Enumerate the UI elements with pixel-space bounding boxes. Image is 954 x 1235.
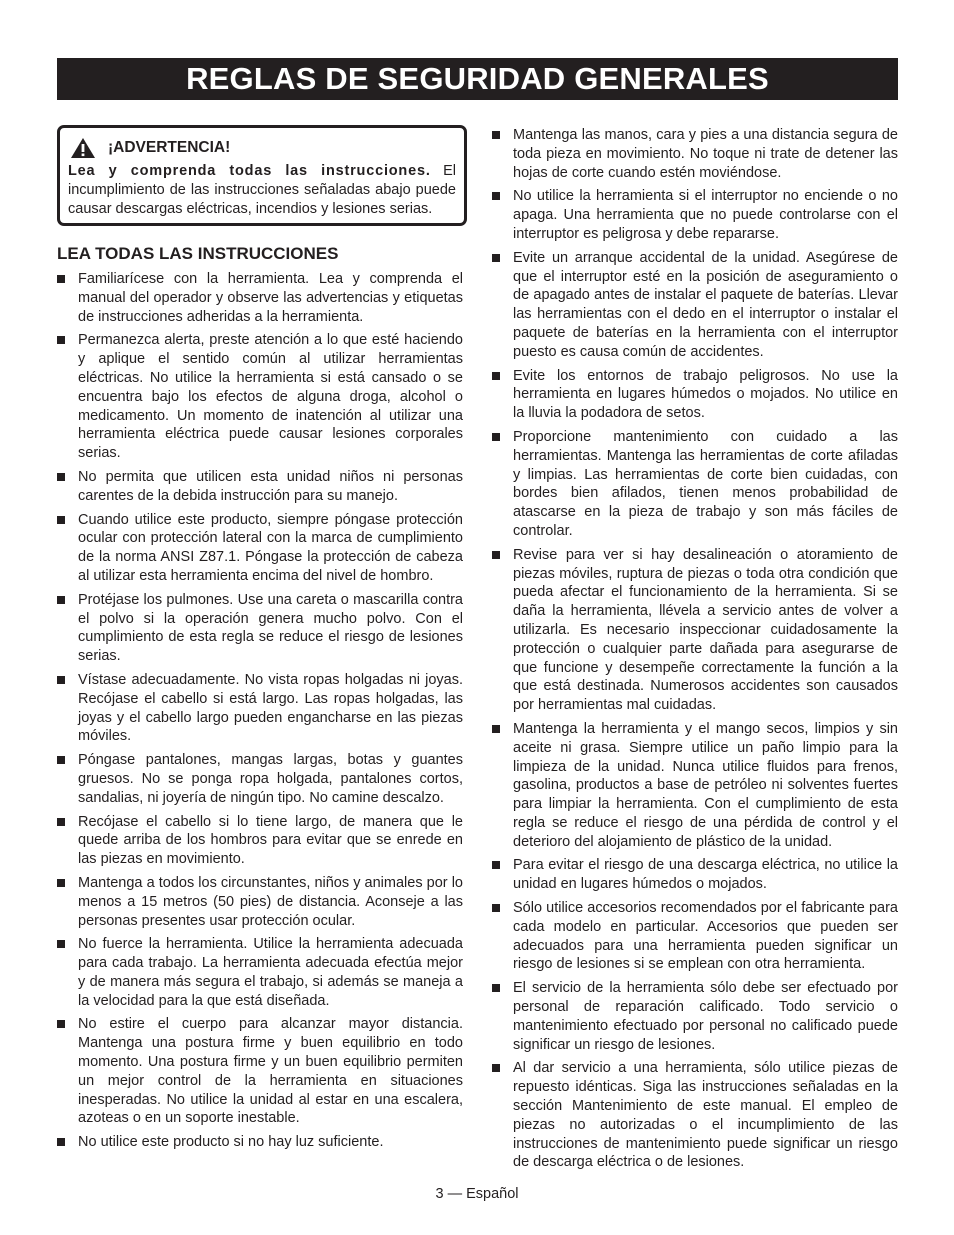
square-bullet-icon [57, 516, 65, 524]
square-bullet-icon [492, 372, 500, 380]
rule-text: No utilice la herramienta si el interruptor no enciende o no apaga. Una herramienta que no puede controlarse con el interruptor es peligrosa y debe repararse. [513, 188, 898, 242]
rule-text: El servicio de la herramienta sólo debe ser efectuado por personal de reparación calificado. Todo servicio o mantenimiento efectuado por personal no calificado puede significar un riesgo de lesiones. [513, 980, 898, 1053]
right-rules-list [492, 126, 898, 1172]
rule-item [492, 720, 898, 852]
square-bullet-icon [57, 1138, 65, 1146]
square-bullet-icon [492, 254, 500, 262]
warning-triangle-icon [70, 137, 96, 159]
rule-item [492, 546, 898, 715]
rule-item [492, 126, 898, 182]
rule-text: Familiarícese con la herramienta. Lea y comprenda el manual del operador y observe las advertencias y etiquetas de instrucciones adheridas a la herramienta. [78, 271, 463, 325]
rule-text: Cuando utilice este producto, siempre póngase protección ocular con protección lateral con la marca de cumplimiento de la norma ANSI Z87.1. Póngase la protección de cabeza al utilizar esta herramienta encima del nivel de hombro. [78, 511, 463, 584]
rule-text: Evite los entornos de trabajo peligrosos. No use la herramienta en lugares húmedos o mojados. No utilice en la lluvia la podadora de setos. [513, 367, 898, 422]
section-heading: LEA TODAS LAS INSTRUCCIONES [57, 244, 339, 263]
warning-title: ¡ADVERTENCIA! [108, 139, 231, 156]
rule-text: Mantenga la herramienta y el mango secos, limpios y sin aceite ni grasa. Siempre utilice un paño limpio para la limpieza de la unidad. Nunca utilice fluidos para frenos, gasolina, productos a base de petróleo ni solventes fuertes para limpiar la herramienta. Con el cumplimiento de esta regla se reduce el riesgo de una pérdida de control y el deterioro del alojamiento de plástico de la unidad. [513, 720, 898, 850]
rule-text: Proporcione mantenimiento con cuidado a las herramientas. Mantenga las herramientas de corte afiladas y limpias. Las herramientas de corte bien cuidadas, con bordes bien afilados, tienen menos probabilidad de atascarse en la pieza de trabajo y son más fáciles de controlar. [513, 428, 898, 539]
warning-box [57, 125, 467, 226]
page-footer: 3 — Español [435, 1186, 519, 1202]
rule-item [57, 813, 463, 869]
square-bullet-icon [57, 676, 65, 684]
square-bullet-icon [492, 1064, 500, 1072]
rule-item [492, 367, 898, 423]
square-bullet-icon [57, 1020, 65, 1028]
rule-text: Recójase el cabello si lo tiene largo, de manera que le quede arriba de los hombros para evitar que se enrede en las piezas en movimiento. [78, 813, 463, 868]
square-bullet-icon [492, 131, 500, 139]
rule-text: No permita que utilicen esta unidad niños ni personas carentes de la debida instrucción para su manejo. [78, 468, 463, 504]
warning-text [68, 162, 456, 219]
square-bullet-icon [57, 336, 65, 344]
square-bullet-icon [492, 725, 500, 733]
right-column [492, 126, 898, 1177]
square-bullet-icon [57, 275, 65, 283]
rule-item [57, 591, 463, 666]
rule-item [492, 428, 898, 541]
page-title: REGLAS DE SEGURIDAD GENERALES [57, 58, 898, 100]
square-bullet-icon [492, 904, 500, 912]
rule-item [57, 751, 463, 807]
square-bullet-icon [492, 984, 500, 992]
rule-item [57, 1133, 463, 1152]
rule-text: Al dar servicio a una herramienta, sólo utilice piezas de repuesto idénticas. Siga las instrucciones señaladas en la sección Mantenimiento de este manual. El empleo de piezas no autorizadas o el incumplimiento de las instrucciones de mantenimiento puede significar un riesgo de descarga eléctrica o de lesiones. [513, 1060, 898, 1171]
rule-text: Póngase pantalones, mangas largas, botas y guantes gruesos. No se ponga ropa holgada, pantalones cortos, sandalias, ni joyería de ningún tipo. No camine descalzo. [78, 752, 463, 806]
rule-text: Vístase adecuadamente. No vista ropas holgadas ni joyas. Recójase el cabello si está largo. Las ropas holgadas, las joyas y el cabello largo pueden engancharse en las piezas móviles. [78, 671, 463, 745]
rule-text: Evite un arranque accidental de la unidad. Asegúrese de que el interruptor esté en la posición de aseguramiento o de apagado antes de instalar el paquete de baterías. Llevar las herramientas con el dedo en el interruptor o instalar el paquete de baterías en la herramienta con el interruptor puesto es causa común de accidentes. [513, 249, 898, 360]
rule-item [492, 979, 898, 1054]
rule-item [492, 249, 898, 362]
rule-text: No utilice este producto si no hay luz suficiente. [78, 1134, 384, 1151]
rule-text: Mantenga las manos, cara y pies a una distancia segura de toda pieza en movimiento. No toque ni trate de detener las hojas de corte cuando estén moviéndose. [513, 127, 898, 181]
square-bullet-icon [492, 192, 500, 200]
square-bullet-icon [492, 861, 500, 869]
warning-body-text: El incumplimiento de las instrucciones señaladas abajo puede causar descargas eléctricas, incendios y lesiones serias. [68, 163, 457, 217]
rule-item [57, 935, 463, 1010]
rule-text: Protéjase los pulmones. Use una careta o mascarilla contra el polvo si la operación genera mucho polvo. Con el cumplimiento de esta regla se reduce el riesgo de lesiones serias. [78, 591, 463, 665]
square-bullet-icon [57, 596, 65, 604]
rule-text: Mantenga a todos los circunstantes, niños y animales por lo menos a 15 metros (50 pies) de distancia. Aconseje a las personas presentes usar protección ocular. [78, 874, 463, 929]
square-bullet-icon [57, 756, 65, 764]
square-bullet-icon [57, 940, 65, 948]
rule-item [57, 331, 463, 463]
square-bullet-icon [57, 473, 65, 481]
rule-item [57, 874, 463, 930]
rule-item [492, 856, 898, 894]
rule-item [57, 1015, 463, 1128]
rule-item [57, 511, 463, 586]
rule-text: Permanezca alerta, preste atención a lo que esté haciendo y aplique el sentido común al utilizar herramientas eléctricas. No utilice la herramienta si está cansado o se encuentra bajo los efectos de alguna droga, alcohol o medicamento. Un momento de inatención al utilizar una herramienta eléctrica puede causar lesiones corporales serias. [78, 332, 463, 462]
left-column [57, 125, 463, 1157]
square-bullet-icon [57, 879, 65, 887]
rule-text: Sólo utilice accesorios recomendados por el fabricante para cada modelo en particular. Accesorios que pueden ser adecuados para una herramienta pueden significar un riesgo de lesiones si se emplean con otra herramienta. [513, 900, 898, 973]
rule-text: No fuerce la herramienta. Utilice la herramienta adecuada para cada trabajo. La herramienta adecuada efectúa mejor y de manera más segura el trabajo, si además se maneja a la velocidad para la que está diseñada. [78, 936, 463, 1009]
warning-bold-text: Lea y comprenda todas las instrucciones. [68, 163, 431, 179]
square-bullet-icon [492, 433, 500, 441]
square-bullet-icon [57, 818, 65, 826]
rule-text: No estire el cuerpo para alcanzar mayor distancia. Mantenga una postura firme y buen equilibrio en todo momento. Una postura firme y un buen equilibrio permiten un mejor control de la herramienta en situaciones inesperadas. No utilice la unidad al estar en una escalera, azoteas o en un soporte inestable. [78, 1016, 463, 1127]
rule-item [492, 187, 898, 243]
rule-item [57, 671, 463, 746]
rule-text: Para evitar el riesgo de una descarga eléctrica, no utilice la unidad en lugares húmedos o mojados. [513, 857, 898, 893]
left-rules-list [57, 270, 463, 1152]
warning-header [68, 137, 456, 159]
rule-item [57, 270, 463, 326]
rule-text: Revise para ver si hay desalineación o atoramiento de piezas móviles, ruptura de piezas o toda otra condición que pueda afectar el funcionamiento de la herramienta. Si se daña la herramienta, llévela a servicio antes de volver a utilizarla. Es necesario inspeccionar cuidadosamente la protección o cualquier parte dañada para asegurarse de que funcione y desempeñe correctamente la función a la que está destinada. Numerosos accidentes son causados por herramientas mal cuidadas. [513, 546, 898, 714]
rule-item [57, 468, 463, 506]
rule-item [492, 899, 898, 974]
rule-item [492, 1059, 898, 1172]
square-bullet-icon [492, 551, 500, 559]
